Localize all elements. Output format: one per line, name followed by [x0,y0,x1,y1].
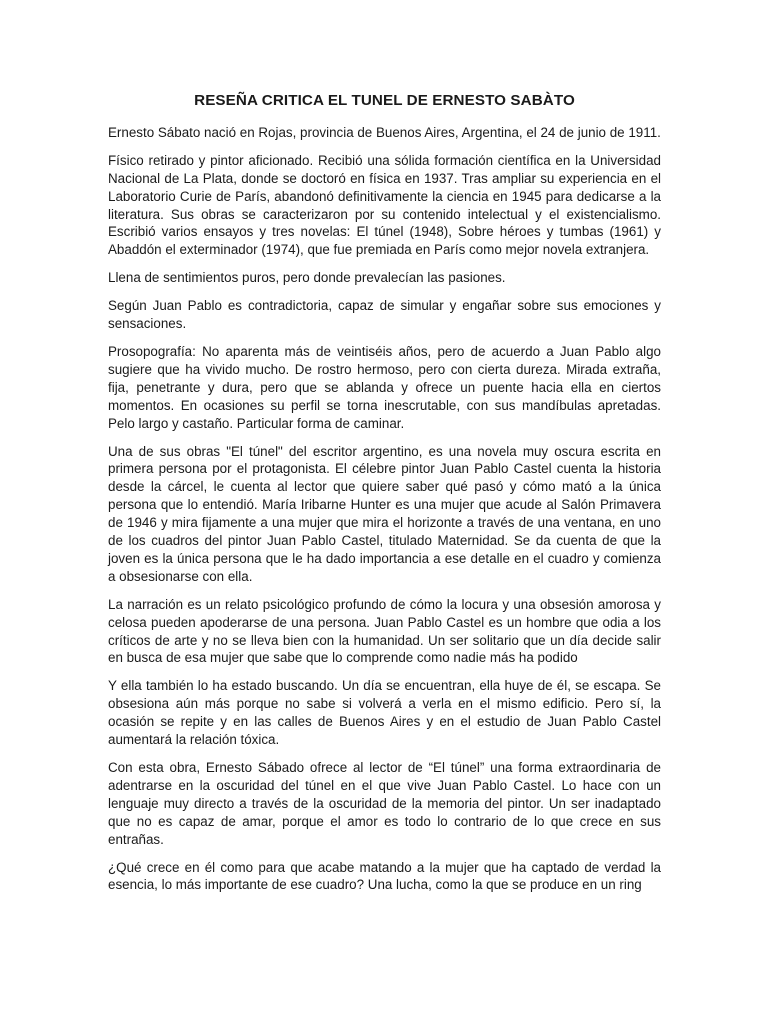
paragraph-prosopography: Prosopografía: No aparenta más de veintiséis años, pero de acuerdo a Juan Pablo algo sugiere que ha vivido mucho. De rostro hermoso, pero con cierta dureza. Mirada extraña, fija, penetrante y dura, pero que se ablanda y ofrece un puente hacia ella en ciertos momentos. En ocasiones su perfil se torna inescrutable, con sus mandíbulas apretadas. Pelo largo y castaño. Particular forma de caminar. [108,343,661,431]
document-page [108,92,661,904]
paragraph-encounter: Y ella también lo ha estado buscando. Un día se encuentran, ella huye de él, se escapa. Se obsesiona aún más porque no sabe si volverá a verla en el mismo edificio. Pero sí, la ocasión se repite y en las calles de Buenos Aires y en el estudio de Juan Pablo Castel aumentará la relación tóxica. [108,678,661,748]
paragraph-work-analysis: Con esta obra, Ernesto Sábado ofrece al lector de “El túnel” una forma extraordinaria de adentrarse en la oscuridad del túnel en el que vive Juan Pablo Castel. Lo hace con un lenguaje muy directo a través de la oscuridad de la memoria del pintor. Un ser inadaptado que no es capaz de amar, porque el amor es todo lo contrario de lo que crece en sus entrañas. [108,760,661,847]
paragraph-contradictory: Según Juan Pablo es contradictoria, capaz de simular y engañar sobre sus emociones y sensaciones. [108,298,661,332]
document-title: RESEÑA CRITICA EL TUNEL DE ERNESTO SABÀTO [194,92,575,109]
paragraph-question: ¿Qué crece en él como para que acabe matando a la mujer que ha captado de verdad la esencia, lo más importante de ese cuadro? Una lucha, como la que se produce en un ring [108,859,661,893]
paragraph-narration: La narración es un relato psicológico profundo de cómo la locura y una obsesión amorosa y celosa pueden apoderarse de una persona. Juan Pablo Castel es un hombre que odia a los críticos de arte y no se lleva bien con la humanidad. Un ser solitario que un día decide salir en busca de esa mujer que sabe que lo comprende como nadie más ha podido [108,596,661,666]
paragraph-feelings: Llena de sentimientos puros, pero donde prevalecían las pasiones. [108,270,506,286]
paragraph-birth: Ernesto Sábato nació en Rojas, provincia de Buenos Aires, Argentina, el 24 de junio de 1911. [108,124,661,140]
paragraph-novel-summary: Una de sus obras "El túnel" del escritor argentino, es una novela muy oscura escrita en primera persona por el protagonista. El célebre pintor Juan Pablo Castel cuenta la historia desde la cárcel, le cuenta al lector que quiere saber qué pasó y cómo mató a la única persona que lo entendió. María Iribarne Hunter es una mujer que acude al Salón Primavera de 1946 y mira fijamente a una mujer que mira el horizonte a través de una ventana, en uno de los cuadros del pintor Juan Pablo Castel, titulado Maternidad. Se da cuenta de que la joven es la única persona que le ha dado importancia a ese detalle en el cuadro y comienza a obsesionarse con ella. [108,443,661,584]
paragraph-biography: Físico retirado y pintor aficionado. Recibió una sólida formación científica en la Universidad Nacional de La Plata, donde se doctoró en física en 1937. Tras ampliar su experiencia en el Laboratorio Curie de París, abandonó definitivamente la ciencia en 1945 para dedicarse a la literatura. Sus obras se caracterizaron por su contenido intelectual y el existencialismo. Escribió varios ensayos y tres novelas: El túnel (1948), Sobre héroes y tumbas (1961) y Abaddón el exterminador (1974), que fue premiada en París como mejor novela extranjera. [108,152,661,258]
